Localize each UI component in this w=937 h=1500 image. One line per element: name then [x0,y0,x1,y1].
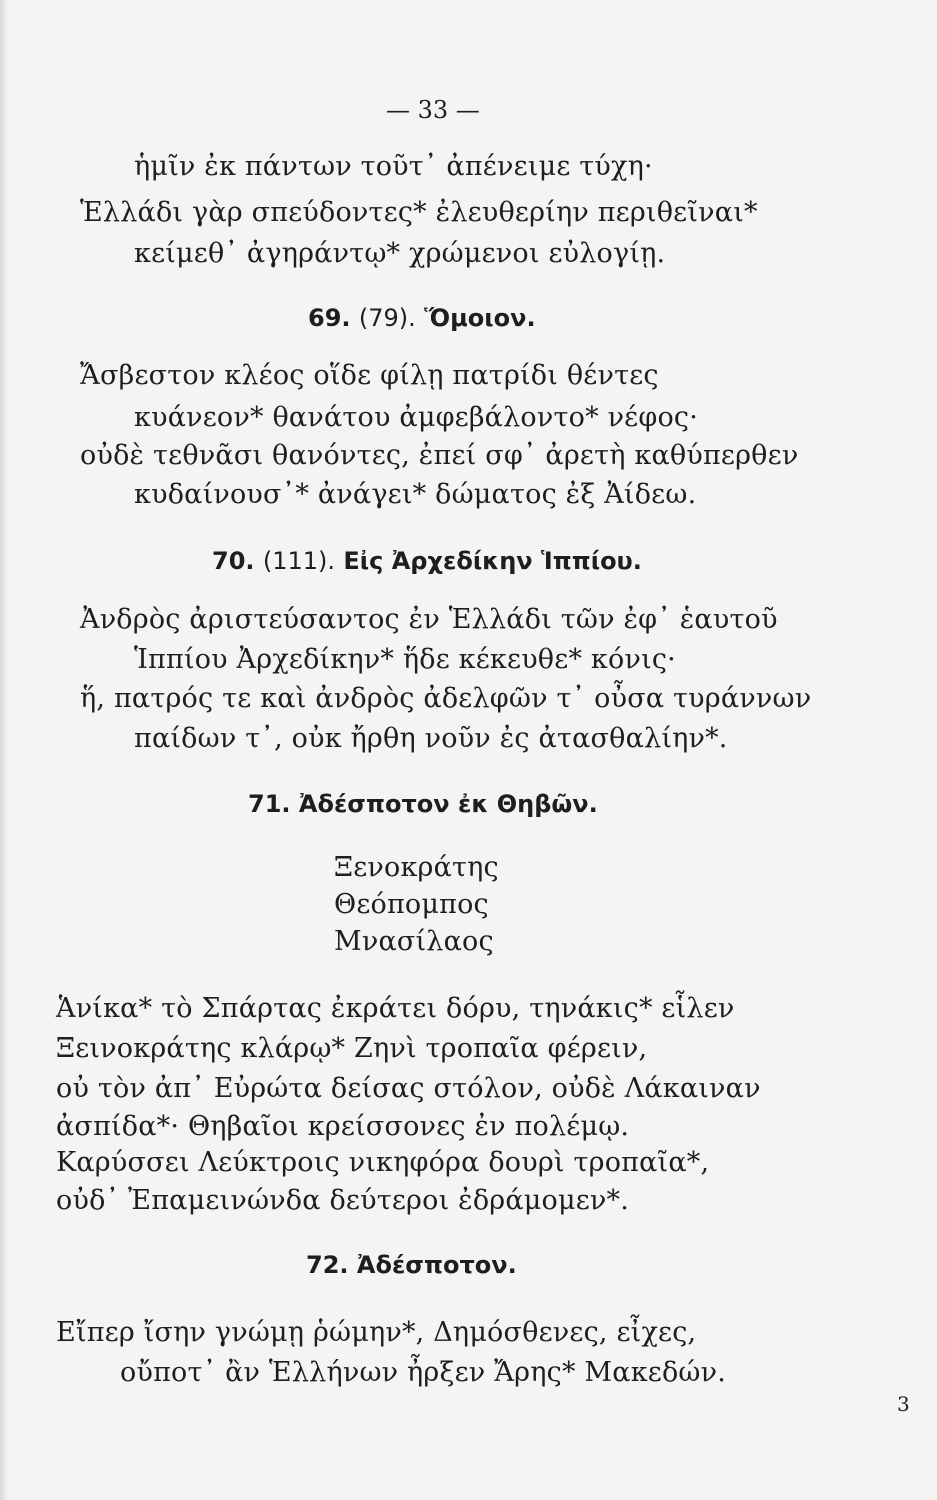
section-title: Ἀδέσποτον ἐκ Θηβῶν. [298,790,598,818]
verse-line: κυδαίνουσ᾽* ἀνάγει* δώματος ἐξ Ἀίδεω. [134,479,697,510]
section-number: 69. [308,304,351,332]
verse-line: Καρύσσει Λεύκτροις νικηφόρα δουρὶ τροπαῖα*, [56,1147,710,1178]
name-line: Μνασίλαος [334,926,494,957]
section-heading-72 [306,1250,517,1280]
section-heading-69 [308,303,536,333]
section-reference: (111). [262,547,336,575]
verse-line: Ἁνίκα* τὸ Σπάρτας ἐκράτει δόρυ, τηνάκις* εἷλεν [56,993,735,1024]
verse-line: Ξεινοκράτης κλάρῳ* Ζηνὶ τροπαῖα φέρειν, [56,1033,648,1064]
verse-line: κυάνεον* θανάτου ἀμφεβάλοντο* νέφος· [134,402,699,433]
section-heading-71 [248,789,598,819]
verse-line: οὔποτ᾽ ἂν Ἑλλήνων ἦρξεν Ἄρης* Μακεδών. [120,1357,727,1388]
verse-line: κείμεθ᾽ ἀγηράντῳ* χρώμενοι εὐλογίῃ. [134,238,666,269]
verse-line: οὐδὲ τεθνᾶσι θανόντες, ἐπεί σφ᾽ ἀρετὴ καθύπερθεν [80,440,799,471]
page-number: — 33 — [386,96,480,124]
verse-line: Εἴπερ ἴσην γνώμῃ ῥώμην*, Δημόσθενες, εἶχες, [56,1317,697,1348]
section-number: 70. [212,547,255,575]
section-number: 72. [306,1251,349,1279]
verse-line: Ἑλλάδι γὰρ σπεύδοντες* ἐλευθερίην περιθεῖναι* [80,197,758,228]
verse-line: Ἀνδρὸς ἀριστεύσαντος ἐν Ἑλλάδι τῶν ἐφ᾽ ἑαυτοῦ [80,604,778,635]
section-number: 71. [248,790,291,818]
verse-line: ἡμῖν ἐκ πάντων τοῦτ᾽ ἀπένειμε τύχη· [134,151,653,182]
verse-line: οὐ τὸν ἀπ᾽ Εὐρώτα δείσας στόλον, οὐδὲ Λάκαιναν [56,1073,761,1104]
section-title: Ἀδέσποτον. [356,1251,517,1279]
section-heading-70 [212,546,642,576]
page-edge-shadow [0,0,8,1500]
section-title: Εἰς Ἀρχεδίκην Ἱππίου. [343,547,642,575]
name-line: Θεόπομπος [334,889,489,920]
verse-line: παίδων τ᾽, οὐκ ἤρθη νοῦν ἐς ἀτασθαλίην*. [134,723,728,754]
verse-line: ἀσπίδα*· Θηβαῖοι κρείσσονες ἐν πολέμῳ. [56,1111,630,1142]
verse-line: οὐδ᾽ Ἐπαμεινώνδα δεύτεροι ἐδράμομεν*. [56,1185,630,1216]
signature-mark: 3 [897,1392,910,1416]
section-title: Ὅμοιον. [424,304,536,332]
verse-line: Ἄσβεστον κλέος οἵδε φίλῃ πατρίδι θέντες [80,360,659,391]
section-reference: (79). [358,304,416,332]
verse-line: ἥ, πατρός τε καὶ ἀνδρὸς ἀδελφῶν τ᾽ οὖσα τυράννων [80,683,812,714]
name-line: Ξενοκράτης [334,852,499,883]
verse-line: Ἱππίου Ἀρχεδίκην* ἥδε κέκευθε* κόνις· [134,644,676,675]
